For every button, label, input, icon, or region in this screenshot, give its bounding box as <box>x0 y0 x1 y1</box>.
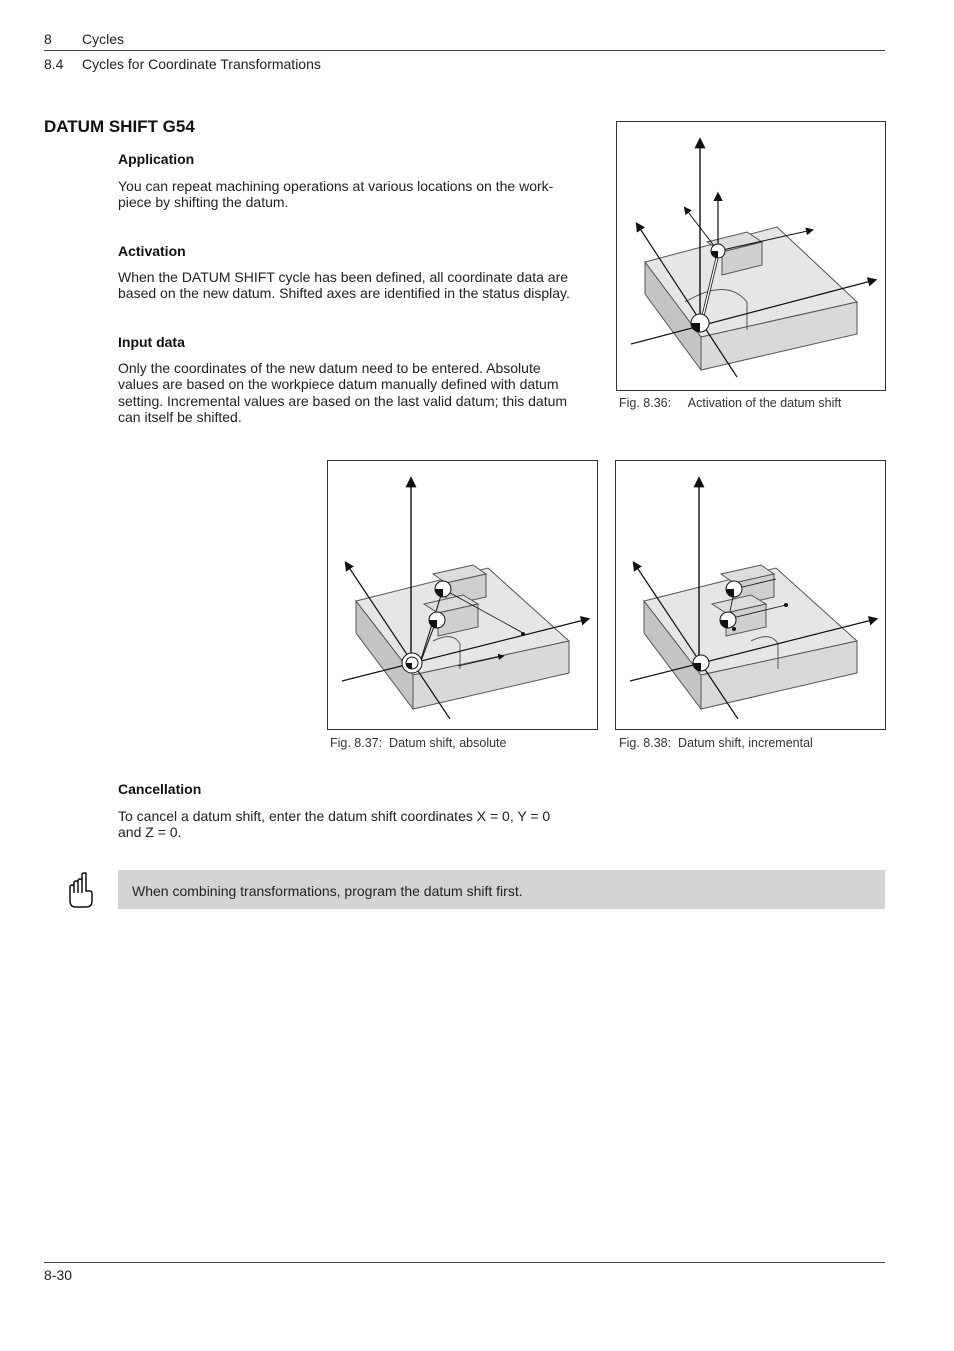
text-line: When the DATUM SHIFT cycle has been defined, all coordinate data are <box>118 269 569 285</box>
figure-8-38 <box>615 460 886 730</box>
chapter-title: Cycles <box>82 31 125 47</box>
figure-8-38-caption: Fig. 8.38: Datum shift, incremental <box>619 736 813 750</box>
note-box <box>118 870 885 909</box>
section-number: 8.4 <box>44 56 64 72</box>
text-line: can itself be shifted. <box>118 408 242 425</box>
footer-rule <box>44 1262 885 1263</box>
activation-text <box>118 269 570 302</box>
page-number: 8-30 <box>44 1267 73 1283</box>
text-line: and Z = 0. <box>118 824 182 841</box>
application-heading: Application <box>118 151 195 167</box>
pointing-hand-icon <box>64 871 94 909</box>
header-rule <box>44 50 885 51</box>
text-line: To cancel a datum shift, enter the datum shift coordinates X = 0, Y = 0 <box>118 808 551 824</box>
input-data-heading: Input data <box>118 334 185 350</box>
cancellation-heading: Cancellation <box>118 781 202 797</box>
chapter-number: 8 <box>44 31 52 47</box>
figure-8-36 <box>616 121 886 391</box>
text-line: based on the new datum. Shifted axes are identified in the status display. <box>118 285 570 302</box>
text-line: values are based on the workpiece datum manually defined with datum <box>118 376 559 393</box>
text-line: You can repeat machining operations at various locations on the work- <box>118 178 554 194</box>
input-data-text <box>118 360 567 425</box>
application-text <box>118 178 553 211</box>
text-line: piece by shifting the datum. <box>118 194 289 211</box>
note-text: When combining transformations, program the datum shift first. <box>132 883 523 899</box>
figure-8-37-caption: Fig. 8.37: Datum shift, absolute <box>330 736 507 750</box>
text-line: Only the coordinates of the new datum need to be entered. Absolute <box>118 360 541 376</box>
text-line: setting. Incremental values are based on the last valid datum; this datum <box>118 392 568 409</box>
page-title: DATUM SHIFT G54 <box>44 117 195 136</box>
figure-8-36-caption: Fig. 8.36: Activation of the datum shift <box>619 396 842 410</box>
figure-8-37 <box>327 460 598 730</box>
activation-heading: Activation <box>118 243 186 259</box>
section-title: Cycles for Coordinate Transformations <box>82 56 321 72</box>
cancellation-text <box>118 808 550 841</box>
